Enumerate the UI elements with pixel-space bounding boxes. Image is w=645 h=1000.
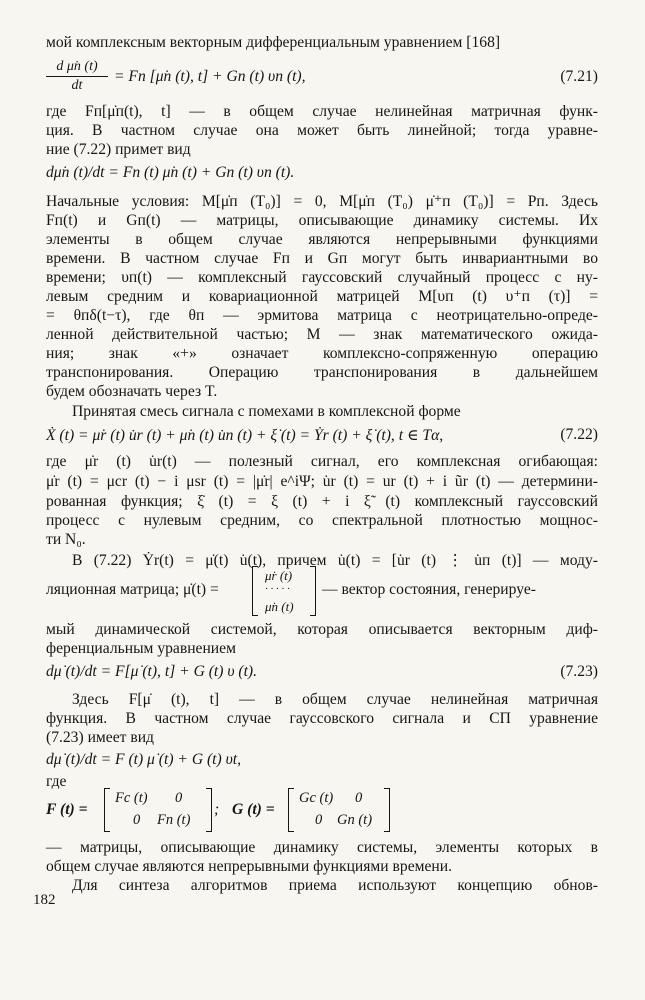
matrix-cell: 0 (175, 790, 183, 806)
text-line: ленной действительной частью; M — знак математического ожида- (46, 326, 598, 343)
G-label: G (t) = (232, 801, 275, 818)
text-line: ти N₀. (46, 531, 86, 548)
text-line: элементы в общем случае являются непрерывными функциями (46, 231, 598, 248)
text-line: функция. В частном случае гауссовского сигнала и СП уравнение (46, 710, 598, 727)
matrix-cell: 0 (315, 812, 323, 828)
equation-rhs: = Fп [μ̇п (t), t] + Gп (t) υп (t), (114, 68, 306, 85)
text-line: ция. В частном случае она может быть линейной; тогда уравне- (46, 122, 598, 139)
matrix-cell: 0 (133, 812, 141, 828)
equation: dμ̇ (t)/dt = F (t) μ̇ (t) + G (t) υt, (46, 751, 241, 768)
state-vector-matrix (252, 566, 316, 616)
separator: ; (214, 801, 220, 818)
matrix-cell: Fc (t) (115, 790, 148, 806)
text-line: ференциальным уравнением (46, 640, 236, 657)
equation-number: (7.23) (560, 663, 598, 680)
text-line: μ̇r (t) = μcr (t) − i μsr (t) = |μ̇r| e^iΨ; u̇r (t) = ur (t) + i ũr (t) — детермини- (46, 473, 598, 490)
text-line: где (46, 773, 67, 790)
text-line: где Fп[μ̇п(t), t] — в общем случае нелинейная матричная функ- (46, 103, 598, 120)
matrix-cell: · · · · · (265, 583, 290, 595)
text-line: мой комплексным векторным дифференциальным уравнением [168] (46, 34, 501, 51)
text-span: — вектор состояния, генерируе- (322, 581, 536, 598)
F-matrix (104, 788, 212, 832)
text-line: времени. В частном случае Fп и Gп могут быть инвариантными во (46, 250, 598, 267)
text-line: Для синтеза алгоритмов приема используют концепцию обнов- (72, 877, 598, 894)
text-line: В (7.22) Ẏr(t) = μ̇(t) u̇(t), причем u̇(t) = [u̇r (t) ⋮ u̇п (t)] — моду- (72, 552, 598, 569)
text-line: рованная функция; ξ̇ (t) = ξ (t) + i ξ̃ (t) комплексный гауссовский (46, 493, 598, 510)
text-line: = θпδ(t−τ), где θп — эрмитова матрица с неотрицательно-опреде- (46, 307, 598, 324)
matrix-cell: Gп (t) (337, 812, 373, 828)
matrix-cell: Fп (t) (157, 812, 191, 828)
text-line: времени; υп(t) — комплексный гауссовский случайный процесс с ну- (46, 269, 598, 286)
matrix-cell: 0 (355, 790, 363, 806)
text-line: Здесь F[μ̇ (t), t] — в общем случае нелинейная матричная (72, 691, 598, 708)
text-line: процесс с нулевым средним, со спектральной плотностью мощнос- (46, 512, 598, 529)
fraction-denominator: dt (71, 78, 83, 93)
equation-7-22 (46, 426, 598, 445)
equation: dμ̇п (t)/dt = Fп (t) μ̇п (t) + Gп (t) υп (t). (46, 164, 295, 181)
text-line: Начальные условия: M[μ̇п (T₀)] = 0, M[μ̇п (T₀) μ̇⁺п (T₀)] = Pп. Здесь (46, 193, 598, 210)
text-span: ляционная матрица; μ̇(t) = (46, 581, 219, 598)
matrix-cell: μ̇п (t) (265, 599, 294, 614)
equation-7-23 (46, 663, 598, 681)
equation-number: (7.21) (560, 68, 598, 85)
text-line-with-matrix (46, 566, 598, 618)
text-line: — матрицы, описывающие динамику системы, элементы которых в (46, 839, 598, 856)
matrix-equations (46, 788, 598, 834)
page-number: 182 (33, 892, 56, 908)
fraction (46, 58, 108, 94)
text-line: транспонирования. Операцию транспонирования в дальнейшем (46, 364, 598, 381)
text-line: Fп(t) и Gп(t) — матрицы, описывающие динамику системы. Их (46, 212, 598, 229)
matrix-cell: Gc (t) (299, 790, 334, 806)
text-line: ние (7.22) примет вид (46, 141, 191, 158)
text-line: мый динамической системой, которая описывается векторным диф- (46, 621, 598, 638)
text-line: ния; знак «+» означает комплексно-сопряженную операцию (46, 345, 598, 362)
equation-body: dμ̇ (t)/dt = F[μ̇ (t), t] + G (t) υ (t). (46, 663, 258, 680)
equation-number: (7.22) (560, 426, 598, 443)
F-label: F (t) = (46, 801, 88, 818)
fraction-numerator: d μ̇п (t) (46, 58, 108, 77)
G-matrix (288, 788, 390, 832)
text-line: левым средним и ковариационной матрицей M[υп (t) υ⁺п (τ)] = (46, 288, 598, 305)
equation-body: Ẋ (t) = μ̇r (t) u̇r (t) + μ̇п (t) u̇п (t) + ξ̇ (t) = Ẏr (t) + ξ̇ (t), t ∈ Tα, (46, 427, 444, 444)
text-line: (7.23) имеет вид (46, 729, 154, 746)
matrix-cell: μ̇r (t) (265, 568, 293, 583)
text-line: Принятая смесь сигнала с помехами в комплексной форме (72, 403, 461, 420)
text-line: будем обозначать через T. (46, 383, 218, 400)
text-line: общем случае являются непрерывными функциями времени. (46, 858, 453, 875)
equation-7-21 (46, 58, 598, 98)
text-line: где μ̇r (t) u̇r(t) — полезный сигнал, его комплексная огибающая: (46, 453, 598, 470)
